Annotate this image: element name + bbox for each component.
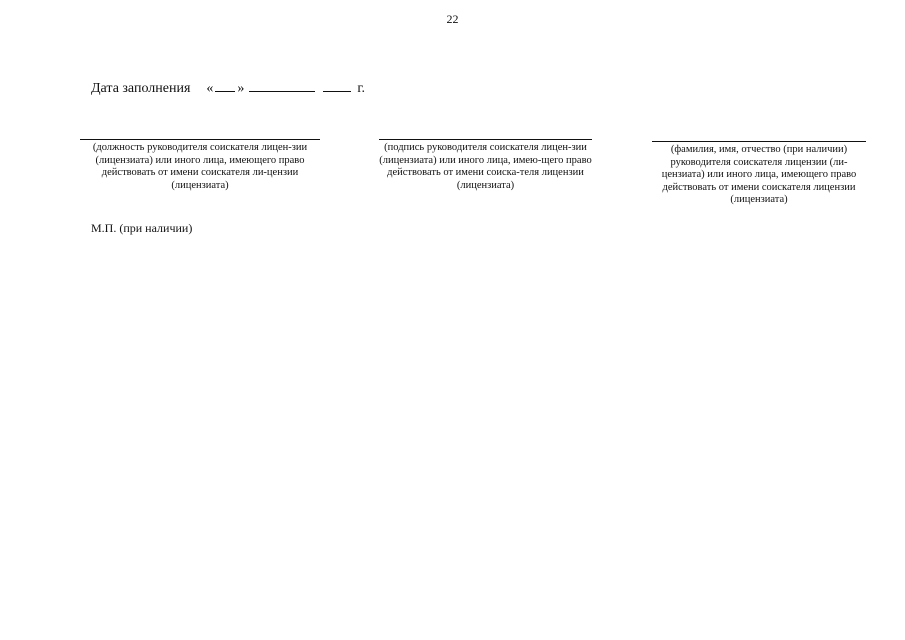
page-number: 22 xyxy=(446,12,459,26)
signature-block-full-name xyxy=(652,141,866,207)
date-close-quote: » xyxy=(237,81,245,96)
full-name-caption: (фамилия, имя, отчество (при наличии) руководителя соискателя лицензии (ли-цензиата) или иного лица, имеющего право действовать от имени соискателя лицензии (лицензиата) xyxy=(661,144,857,205)
date-day-blank[interactable] xyxy=(215,79,235,92)
signature-line[interactable] xyxy=(379,139,592,140)
signature-block-signature xyxy=(379,139,592,192)
fill-date-label: Дата заполнения xyxy=(91,81,191,96)
date-open-quote: « xyxy=(206,81,214,96)
position-signature-line[interactable] xyxy=(80,139,320,140)
full-name-signature-line[interactable] xyxy=(652,141,866,142)
date-year-suffix: г. xyxy=(357,81,366,96)
date-year-blank[interactable] xyxy=(323,79,351,92)
signature-block-position xyxy=(80,139,320,192)
fill-date-row xyxy=(91,79,365,97)
date-month-blank[interactable] xyxy=(249,79,315,92)
position-caption: (должность руководителя соискателя лицен-зии (лицензиата) или иного лица, имеющего право действовать от имени соискателя ли-цензии (лицензиата) xyxy=(92,142,308,191)
signature-caption: (подпись руководителя соискателя лицен-зии (лицензиата) или иного лица, имею-щего право действовать от имени соиска-теля лицензии (лицензиата) xyxy=(379,142,592,191)
seal-note: М.П. (при наличии) xyxy=(91,221,193,235)
